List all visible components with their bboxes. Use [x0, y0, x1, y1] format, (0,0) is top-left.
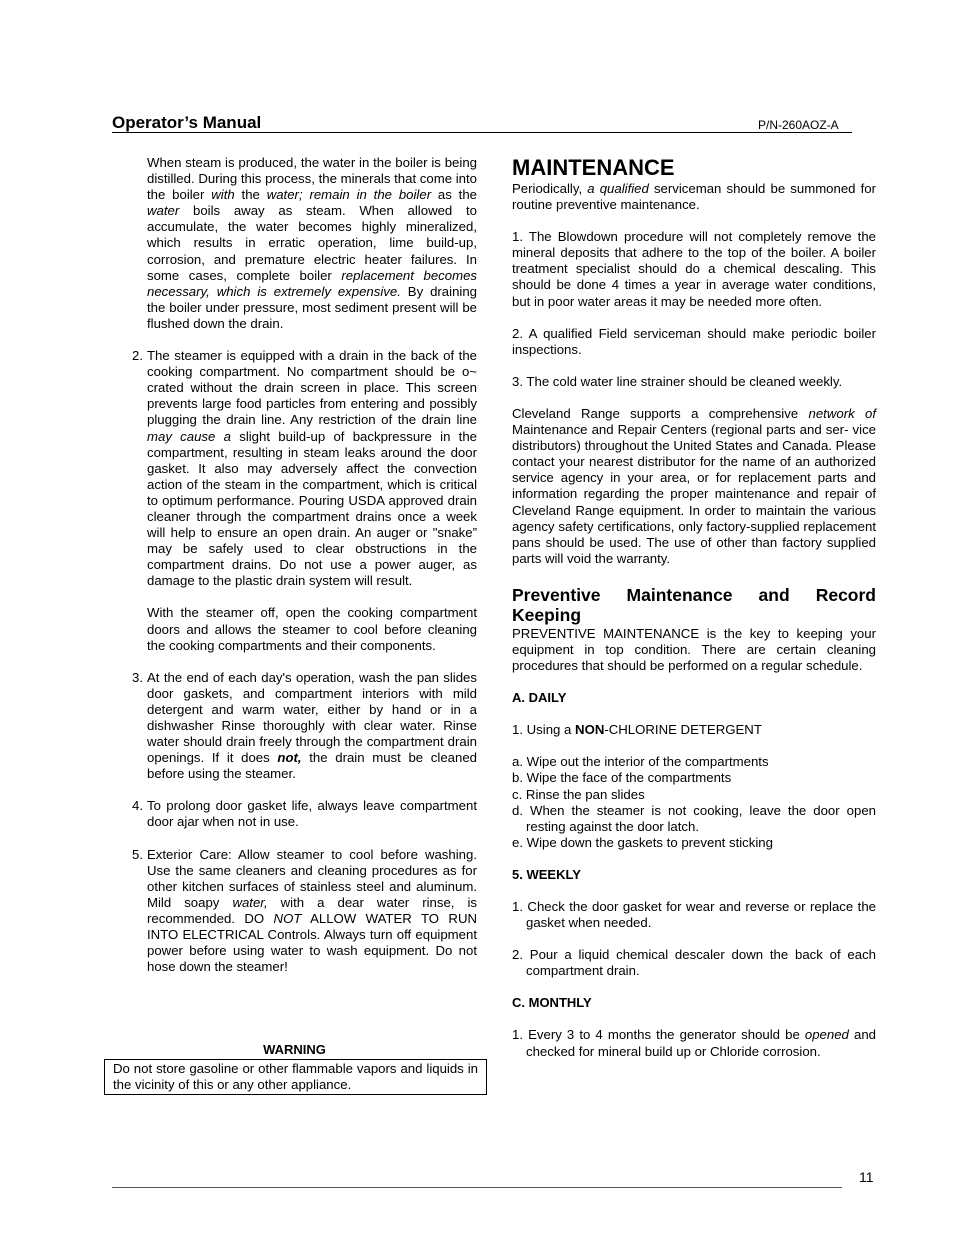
left-column [132, 155, 478, 975]
footer-divider [112, 1187, 842, 1188]
daily-item: a. Wipe out the interior of the compartments [512, 754, 769, 770]
list-item-drain: 2. The steamer is equipped with a drain in the back of the cooking compartment. No compartment should be o~ crated without the drain screen in place. This screen prevents large food particles from entering and possibly plugging the drain line. Any restriction of the drain line may cause a slight build-up of backpressure in the compartment, resulting in steam leaks around the door gasket. It also may adversely affect the convection action of the steam in the compartment, which is critical to optimum performance. Pouring USDA approved drain cleaner through the compartment drains once a week will help to ensure an open drain. An auger or "snake” may be safely used to clear obstructions in the compartment drains. Do not use a power auger, as damage to the plastic drain system will result. [132, 348, 477, 589]
warning-box [104, 1059, 487, 1095]
daily-detergent-line: 1. Using a NON-CHLORINE DETERGENT [512, 722, 762, 738]
list-item-gasket: 4. To prolong door gasket life, always leave compartment door ajar when not in use. [132, 798, 477, 830]
right-column [512, 155, 876, 1060]
part-number: P/N-260AOZ-A [758, 118, 839, 132]
inspection-paragraph: 2. A qualified Field serviceman should make periodic boiler inspections. [512, 325, 876, 357]
daily-item: e. Wipe down the gaskets to prevent sticking [512, 834, 773, 850]
preventive-maintenance-heading: Preventive Maintenance and Record Keeping [512, 584, 876, 626]
cleveland-range-paragraph: Cleveland Range supports a comprehensive network of Maintenance and Repair Centers (regional parts and ser- vice distributors) throughout the United States and Canada. Please contact your nearest distributor for the name of an authorized service agency in your area, or for replacement parts and information regarding the proper maintenance and repair of Cleveland Range equipment. In order to maintain the various agency safety certifications, only factory-supplied replacement pans should be used. The use of other than factory supplied parts will void the warranty. [512, 405, 877, 566]
daily-item: b. Wipe the face of the compartments [512, 770, 732, 786]
list-item-exterior-care: 5. Exterior Care: Allow steamer to cool before washing. Use the same cleaners and cleaning procedures as for other kitchen surfaces of stainless steel and aluminum. Mild soapy water, with a dear water rinse, is recommended. DO NOT ALLOW WATER TO RUN INTO ELECTRICAL Controls. Always turn off equipment power before using water to wash equipment. Do not hose down the steamer! [132, 846, 477, 975]
warning-title: WARNING [263, 1042, 326, 1057]
list-item-daily-wash: 3. At the end of each day's operation, wash the pan slides door gaskets, and compartment interiors with mild detergent and warm water, either by hand or in a dishwasher Rinse thoroughly with clear water. Rinse water should drain freely through the compartment drain openings. If it does not, the drain must be cleaned before using the steamer. [132, 669, 477, 782]
blowdown-paragraph: 1. The Blowdown procedure will not completely remove the mineral deposits that adhere to the top of the boiler. A boiler treatment specialist should do a chemical descaling. This should be done 4 times a year in average water conditions, but in poor water areas it may be needed more often. [512, 229, 876, 309]
daily-heading: A. DAILY [512, 690, 567, 706]
steamer-off-paragraph: With the steamer off, open the cooking compartment doors and allows the steamer to cool before cleaning the cooking compartments and their components. [147, 605, 477, 653]
weekly-item: 1. Check the door gasket for wear and reverse or replace the gasket when needed. [512, 899, 876, 931]
page-number: 11 [859, 1169, 874, 1185]
warning-text: Do not store gasoline or other flammable vapors and liquids in the vicinity of this or any other appliance. [113, 1061, 478, 1093]
header-divider [112, 132, 852, 133]
daily-item: d. When the steamer is not cooking, leave the door open resting against the door latch. [512, 802, 876, 834]
preventive-maintenance-text: PREVENTIVE MAINTENANCE is the key to keeping your equipment in top condition. There are certain cleaning procedures that should be performed on a regular schedule. [512, 625, 876, 674]
header-title: Operator’s Manual [112, 113, 262, 132]
weekly-heading: 5. WEEKLY [512, 866, 581, 882]
monthly-item: 1. Every 3 to 4 months the generator should be opened and checked for mineral build up or Chloride corrosion. [512, 1027, 877, 1059]
monthly-heading: C. MONTHLY [512, 995, 592, 1011]
daily-item: c. Rinse the pan slides [512, 786, 645, 802]
strainer-paragraph: 3. The cold water line strainer should be cleaned weekly. [512, 373, 843, 389]
weekly-item: 2. Pour a liquid chemical descaler down the back of each compartment drain. [512, 947, 876, 979]
maintenance-heading: MAINTENANCE [512, 155, 675, 180]
maintenance-intro: Periodically, a qualified serviceman should be summoned for routine preventive maintenance. [512, 181, 877, 213]
boiler-intro-paragraph: When steam is produced, the water in the boiler is being distilled. During this process, the minerals that come into the boiler with the water; remain in the boiler as the water boils away as steam. When allowed to accumulate, the water becomes highly mineralized, which results in erratic operation, lime build-up, corrosion, and premature electric heater failures. In some cases, complete boiler replacement becomes necessary, which is extremely expensive. By draining the boiler under pressure, most sediment present will be flushed down the drain. [147, 155, 478, 331]
